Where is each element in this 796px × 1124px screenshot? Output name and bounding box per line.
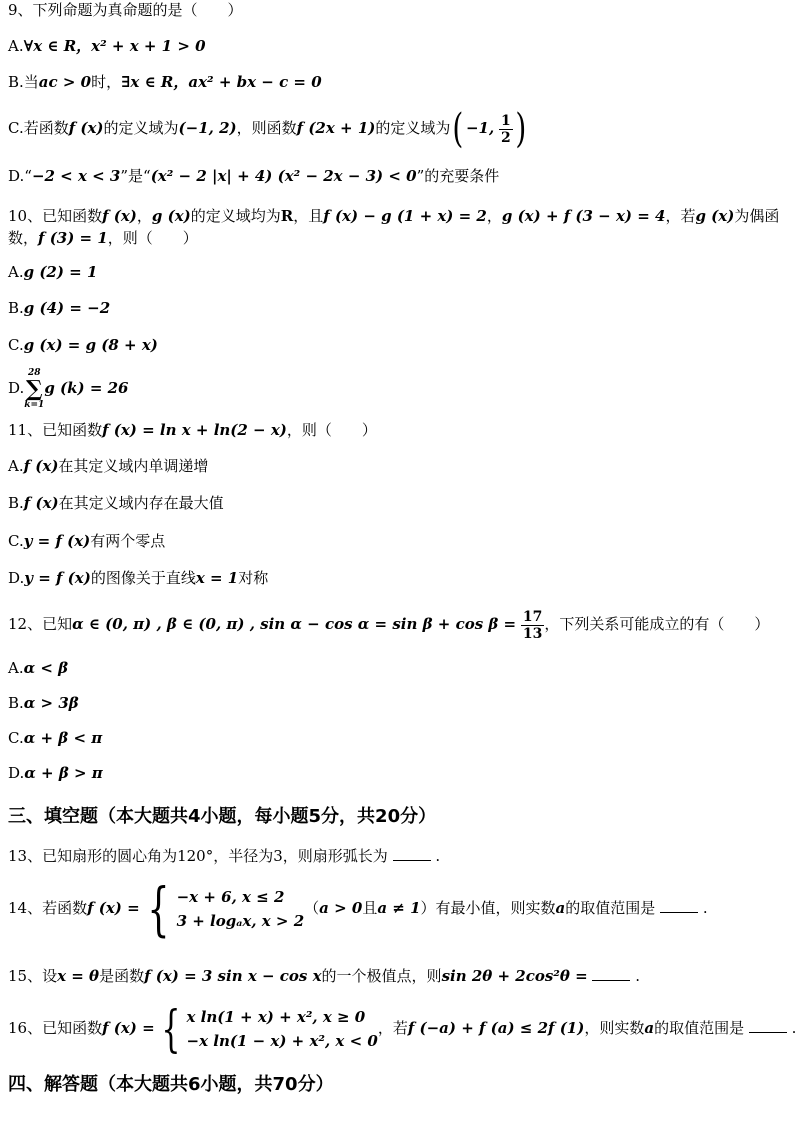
q9-c-fraction: $\frac{1}{2}$ xyxy=(501,112,511,146)
answer-blank xyxy=(393,846,431,861)
q15: 15、设x = θ是函数f (x) = 3 sin x − cos x的一个极值点，则sin 2θ + 2cos²θ = . xyxy=(8,967,641,985)
answer-blank xyxy=(592,966,630,981)
q14-piecewise: −x + 6, x ≤ 2 3 + logₐx, x > 2 xyxy=(176,888,305,930)
q10-stem-line1: 10、已知函数f (x)，g (x)的定义域均为R，且f (x) − g (1 + x) = 2，g (x) + f (3 − x) = 4，若g (x)为偶函 xyxy=(8,207,780,225)
q12-stem: 12、已知α ∈ (0, π) , β ∈ (0, π) , sin α − cos α = sin β + cos β = $\frac{17}{13}$ ，下列关系可能成立的有（ ） xyxy=(8,608,770,642)
q10-option-a: A.g (2) = 1 xyxy=(8,263,98,281)
q12-option-b: B.α > 3β xyxy=(8,694,79,712)
q16-piecewise: x ln(1 + x) + x², x ≥ 0 −x ln(1 − x) + x², x < 0 xyxy=(186,1008,378,1050)
q12-option-d: D.α + β > π xyxy=(8,764,103,782)
q10-stem-line2: 数，f (3) = 1，则（ ） xyxy=(8,229,198,247)
q9-option-b: B.当ac > 0时，∃x ∈ R，ax² + bx − c = 0 xyxy=(8,73,322,91)
q9-option-a: A.∀x ∈ R，x² + x + 1 > 0 xyxy=(8,37,206,55)
q14: 14、若函数f (x) = { −x + 6, x ≤ 2 3 + logₐx, x > 2 （a > 0且a ≠ 1）有最小值，则实数a的取值范围是 . xyxy=(8,875,708,943)
summation-symbol: 28 ∑ k=1 xyxy=(24,368,45,410)
answer-blank xyxy=(749,1018,787,1033)
section-heading-fill-in: 三、填空题（本大题共4小题，每小题5分，共20分） xyxy=(8,806,437,827)
q12-option-a: A.α < β xyxy=(8,659,69,677)
q11-stem: 11、已知函数f (x) = ln x + ln(2 − x)，则（ ） xyxy=(8,421,377,439)
q13: 13、已知扇形的圆心角为120°，半径为3，则扇形弧长为 . xyxy=(8,847,441,865)
q9-option-c: C.若函数f (x)的定义域为(−1, 2)，则函数f (2x + 1)的定义域为( −1, $\frac{1}{2}$ ) xyxy=(8,106,527,152)
q16: 16、已知函数f (x) = { x ln(1 + x) + x², x ≥ 0 −x ln(1 − x) + x², x < 0 ，若f (−a) + f (a) ≤ 2f (1)，则实数a的取值范围是 . xyxy=(8,1000,796,1058)
q9-option-d: D.“−2 < x < 3”是“(x² − 2 |x| + 4) (x² − 2x − 3) < 0”的充要条件 xyxy=(8,167,500,185)
q10-option-c: C.g (x) = g (8 + x) xyxy=(8,336,158,354)
q11-option-a: A.f (x)在其定义域内单调递增 xyxy=(8,457,209,475)
q11-option-c: C.y = f (x)有两个零点 xyxy=(8,532,166,550)
q11-option-b: B.f (x)在其定义域内存在最大值 xyxy=(8,494,224,512)
answer-blank xyxy=(660,898,698,913)
q11-option-d: D.y = f (x)的图像关于直线x = 1对称 xyxy=(8,569,269,587)
q10-option-d: D. 28 ∑ k=1 g (k) = 26 xyxy=(8,368,129,410)
section-heading-solutions: 四、解答题（本大题共6小题，共70分） xyxy=(8,1074,334,1095)
q10-option-b: B.g (4) = −2 xyxy=(8,299,111,317)
q12-option-c: C.α + β < π xyxy=(8,729,103,747)
q9-stem: 9、下列命题为真命题的是（ ） xyxy=(8,1,243,19)
q12-fraction: $\frac{17}{13}$ xyxy=(522,608,543,642)
